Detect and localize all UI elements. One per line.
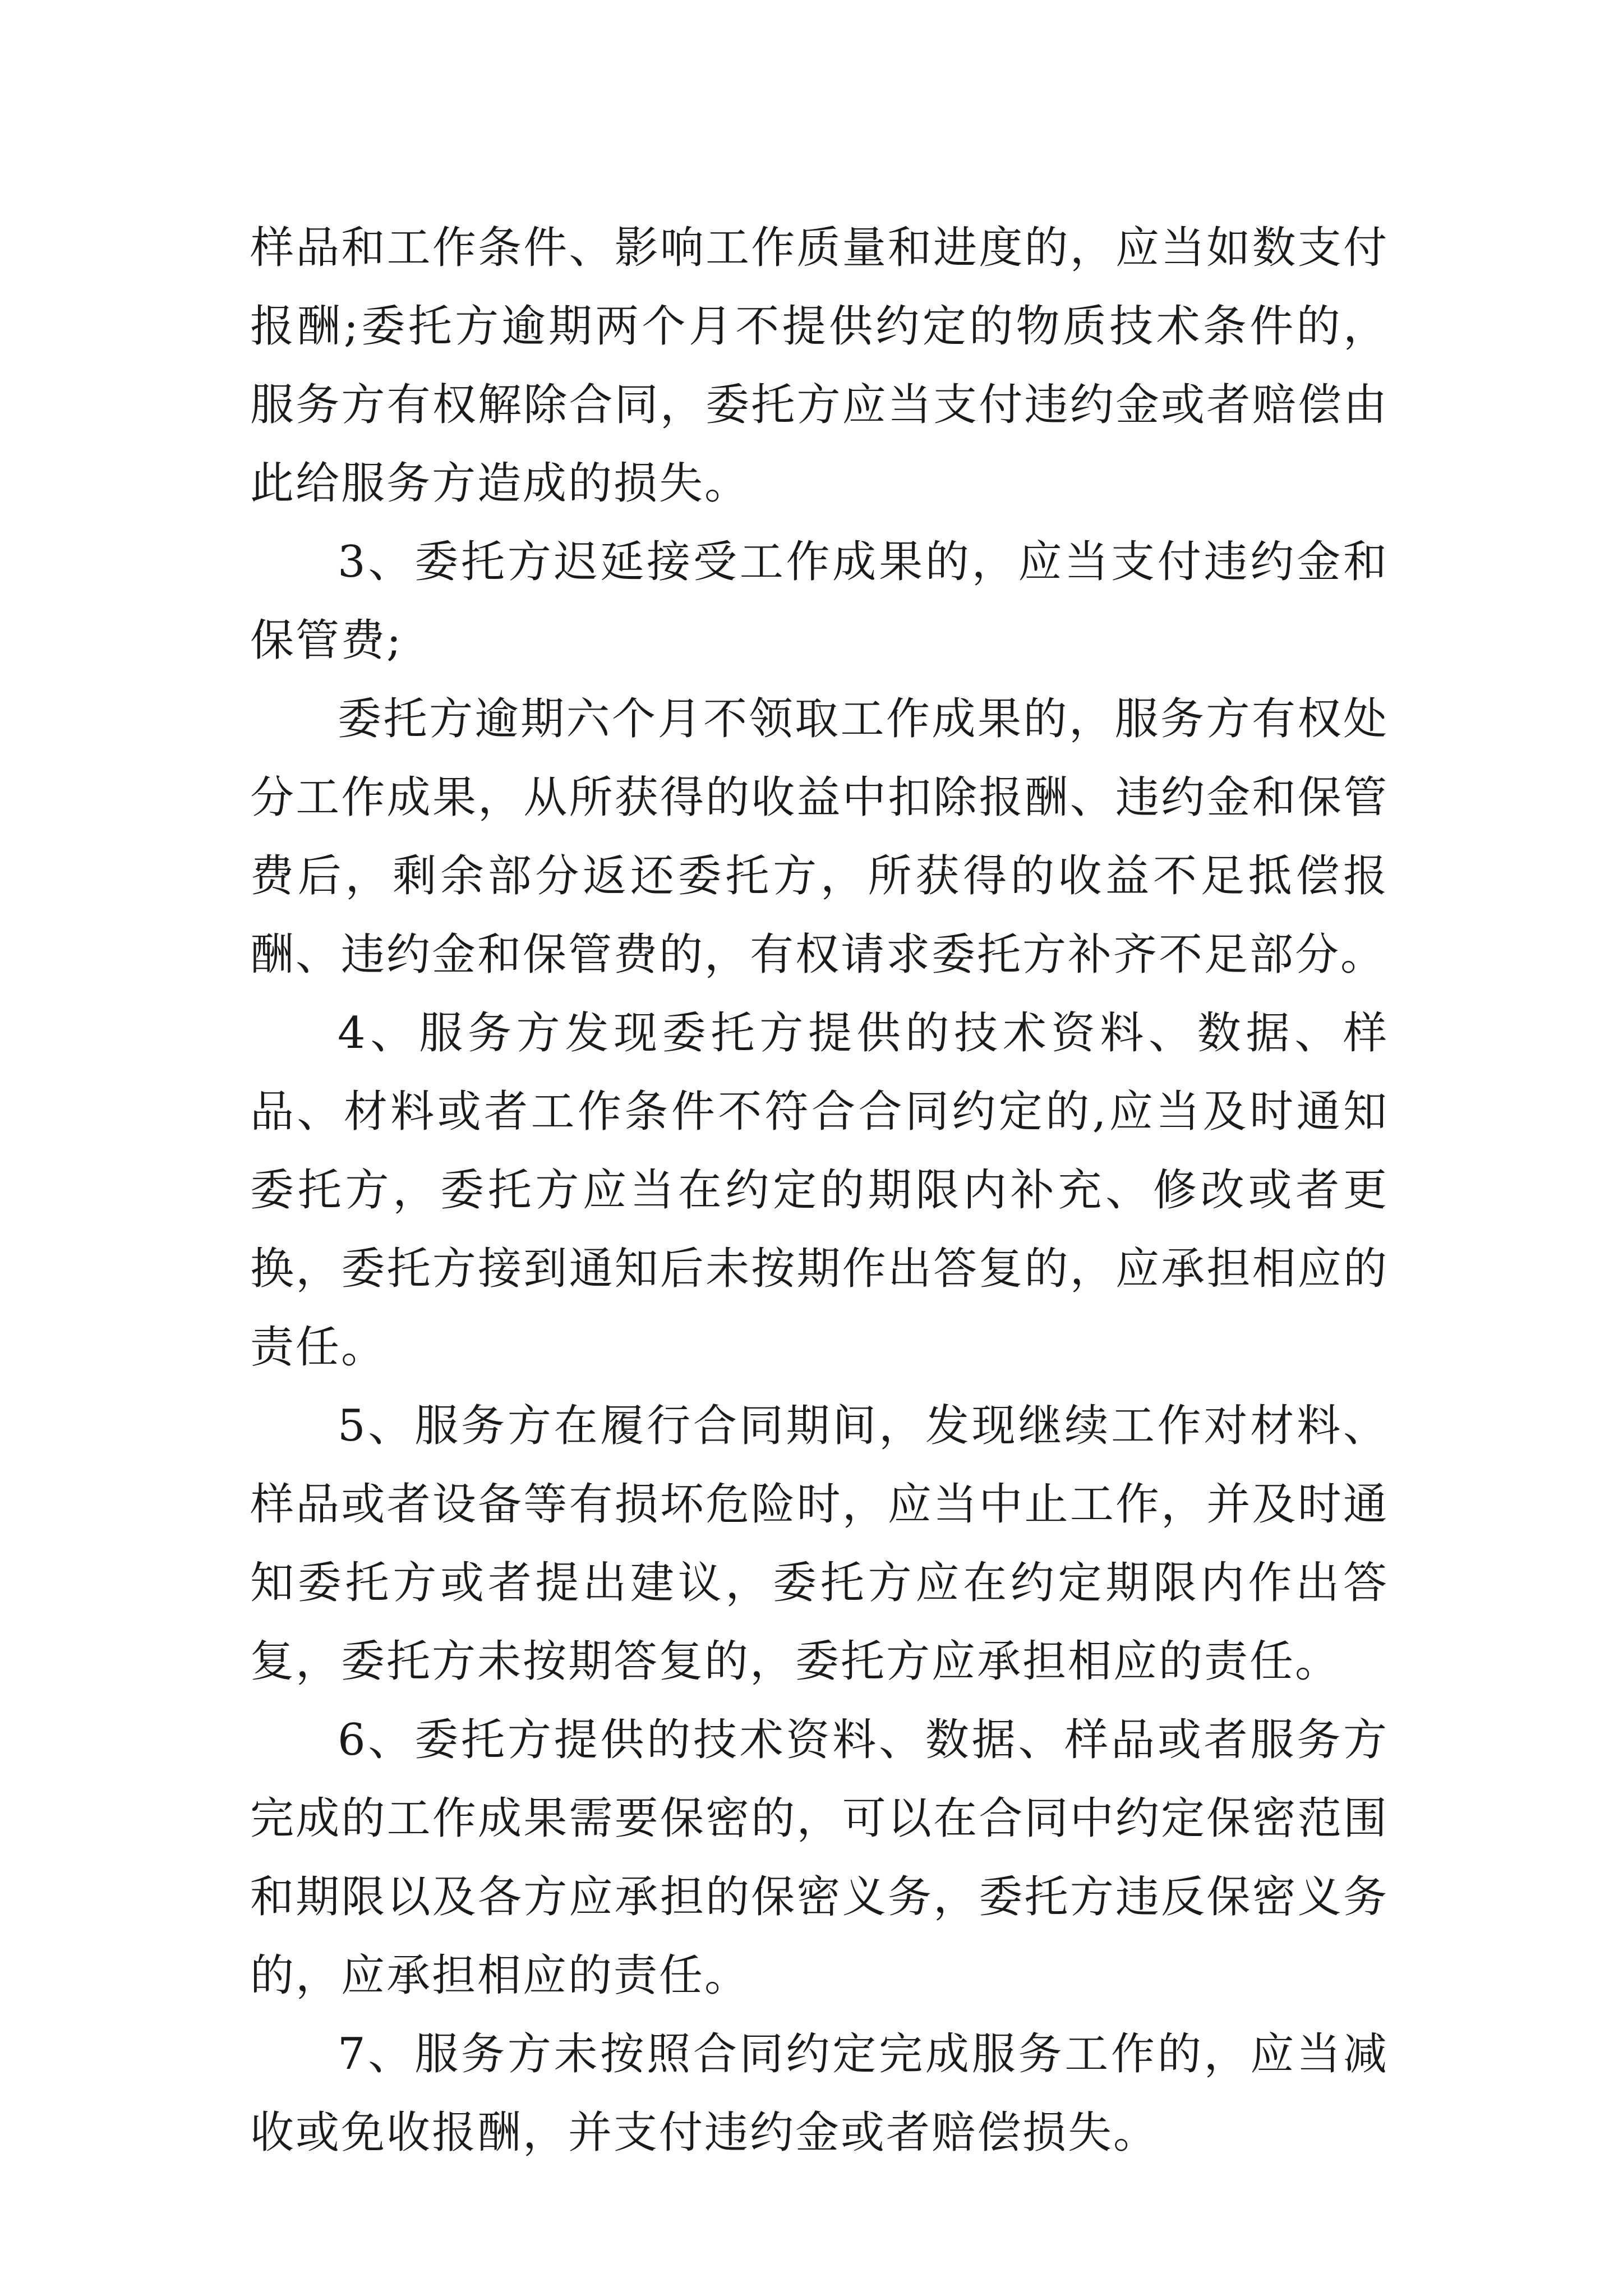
paragraph-clause-7: 7、服务方未按照合同约定完成服务工作的，应当减收或免收报酬，并支付违约金或者赔偿损失。: [250, 2029, 1389, 2158]
paragraph-clause-5: 5、服务方在履行合同期间，发现继续工作对材料、样品或者设备等有损坏危险时，应当中止工作，并及时通知委托方或者提出建议，委托方应在约定期限内作出答复，委托方未按期答复的，委托方应承担相应的责任。: [250, 1401, 1389, 1687]
paragraph-clause-3-overdue: 委托方逾期六个月不领取工作成果的，服务方有权处分工作成果，从所获得的收益中扣除报酬、违约金和保管费后，剩余部分返还委托方，所获得的收益不足抵偿报酬、违约金和保管费的，有权请求委托方补齐不足部分。: [250, 694, 1389, 980]
paragraph-clause-6: 6、委托方提供的技术资料、数据、样品或者服务方完成的工作成果需要保密的，可以在合同中约定保密范围和期限以及各方应承担的保密义务，委托方违反保密义务的，应承担相应的责任。: [250, 1715, 1389, 2001]
paragraph-continuation: 样品和工作条件、影响工作质量和进度的，应当如数支付报酬;委托方逾期两个月不提供约定的物质技术条件的，服务方有权解除合同，委托方应当支付违约金或者赔偿由此给服务方造成的损失。: [250, 223, 1389, 509]
paragraph-clause-4: 4、服务方发现委托方提供的技术资料、数据、样品、材料或者工作条件不符合合同约定的,应当及时通知委托方，委托方应当在约定的期限内补充、修改或者更换，委托方接到通知后未按期作出答复的，应承担相应的责任。: [250, 1008, 1389, 1373]
document-body: [250, 209, 1389, 2172]
paragraph-clause-3: 3、委托方迟延接受工作成果的，应当支付违约金和保管费;: [250, 537, 1389, 666]
